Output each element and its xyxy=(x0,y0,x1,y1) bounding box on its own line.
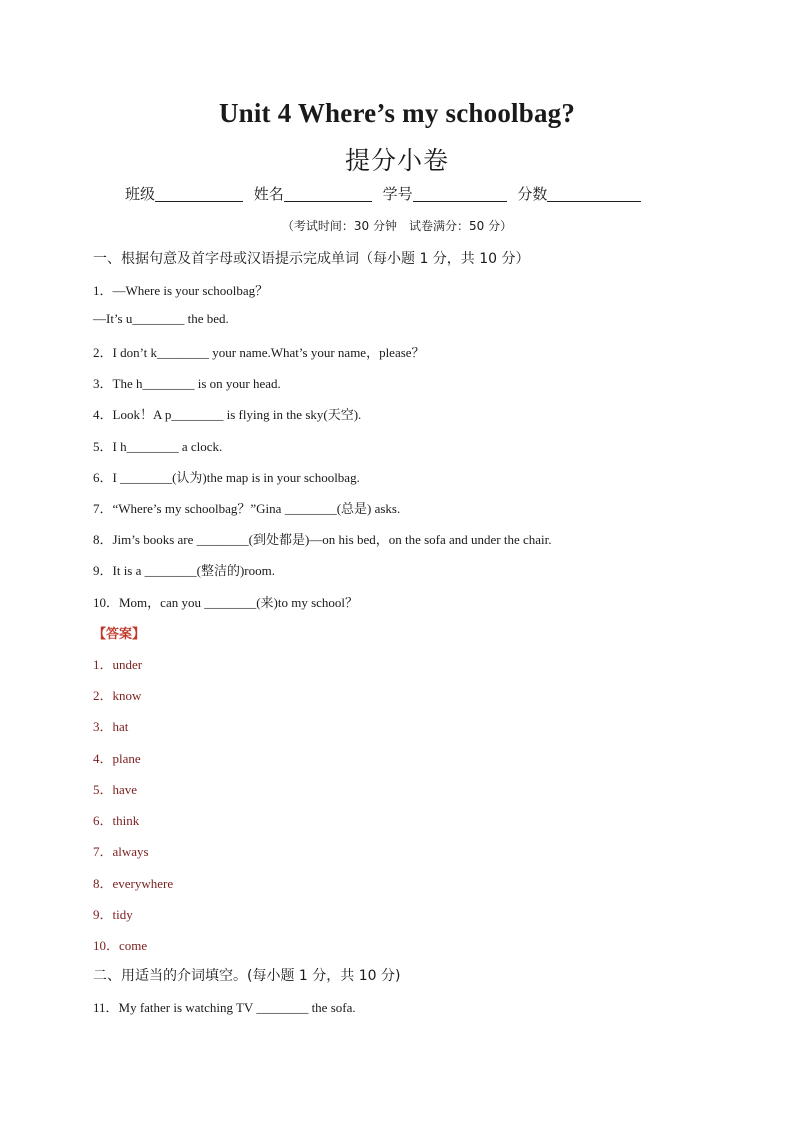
question-line: 9．It is a ________(整洁的)room. xyxy=(93,563,275,578)
question-line: 11．My father is watching TV ________ the sofa. xyxy=(93,1000,356,1015)
student-info-row xyxy=(125,183,647,204)
question-line: 6．I ________(认为)the map is in your schoolbag. xyxy=(93,470,360,485)
answer-item: 7．always xyxy=(93,844,149,859)
score-label: 分数 xyxy=(517,185,548,203)
page-subtitle: 提分小卷 xyxy=(344,146,449,175)
question-line: 2．I don’t k________ your name.What’s your name，please？ xyxy=(93,345,425,360)
class-label: 班级 xyxy=(125,185,156,203)
class-field xyxy=(125,183,243,204)
answer-item: 9．tidy xyxy=(93,907,133,922)
question-line: —It’s u________ the bed. xyxy=(93,311,229,326)
question-line: 3．The h________ is on your head. xyxy=(93,376,281,391)
score-blank[interactable] xyxy=(547,185,641,202)
answer-item: 1．under xyxy=(93,657,143,672)
answer-item: 3．hat xyxy=(93,719,129,734)
name-blank[interactable] xyxy=(284,185,372,202)
student-id-field xyxy=(383,183,507,204)
exam-note: （考试时间：30 分钟 试卷满分：50 分） xyxy=(281,219,513,233)
score-field xyxy=(517,183,641,204)
answer-label: 【答案】 xyxy=(93,627,146,642)
question-line: 1．—Where is your schoolbag？ xyxy=(93,283,269,298)
question-line: 5．I h________ a clock. xyxy=(93,439,223,454)
section2-heading: 二、用适当的介词填空。(每小题 1 分，共 10 分) xyxy=(93,968,401,984)
name-field xyxy=(254,183,372,204)
name-label: 姓名 xyxy=(253,185,284,203)
class-blank[interactable] xyxy=(155,185,243,202)
answer-item: 8．everywhere xyxy=(93,876,174,891)
answer-item: 6．think xyxy=(93,813,140,828)
answer-item: 4．plane xyxy=(93,751,141,766)
answer-item: 10．come xyxy=(93,938,148,953)
section1-heading: 一、根据句意及首字母或汉语提示完成单词（每小题 1 分，共 10 分） xyxy=(93,251,530,267)
answer-item: 2．know xyxy=(93,688,142,703)
question-line: 10．Mom，can you ________(来)to my school？ xyxy=(93,595,359,610)
student-id-label: 学号 xyxy=(382,185,413,203)
question-line: 8．Jim’s books are ________(到处都是)—on his bed，on the sofa and under the chair. xyxy=(93,532,552,547)
answer-item: 5．have xyxy=(93,782,138,797)
question-line: 7．“Where’s my schoolbag？”Gina ________(总是) asks. xyxy=(93,501,401,516)
question-line: 4．Look！A p________ is flying in the sky(天空). xyxy=(93,407,362,422)
page-title: Unit 4 Where’s my schoolbag? xyxy=(218,98,576,128)
student-id-blank[interactable] xyxy=(413,185,507,202)
